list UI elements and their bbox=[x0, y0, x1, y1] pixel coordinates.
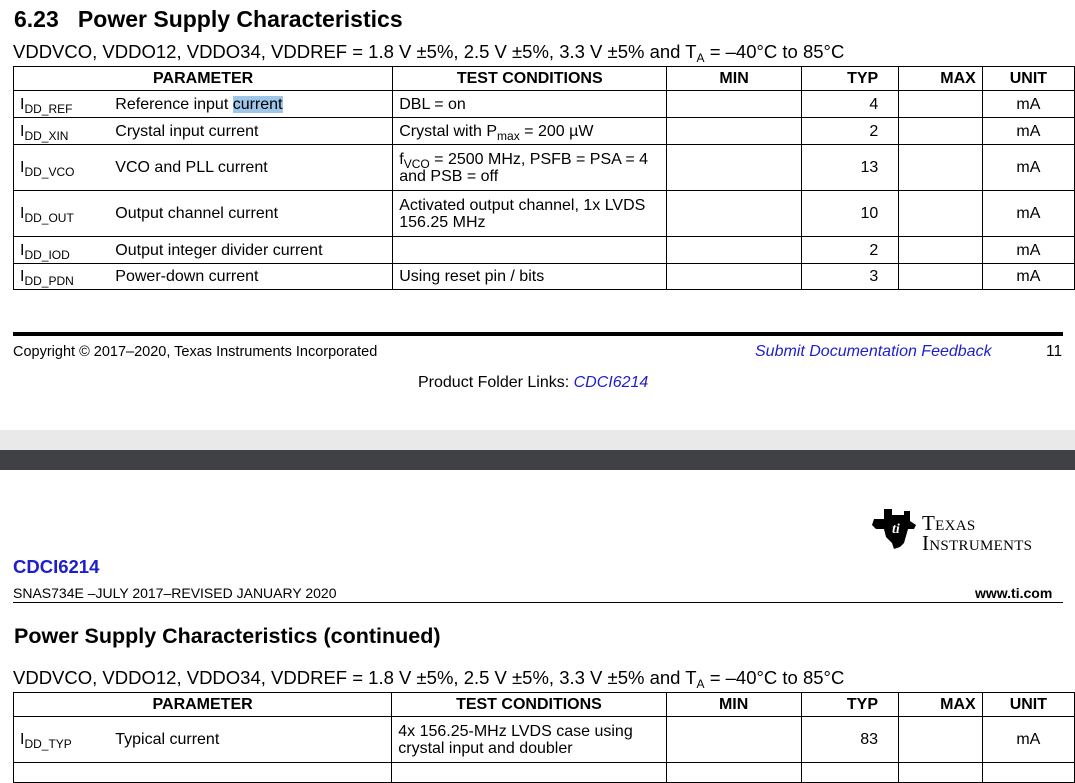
param-name: Output channel current bbox=[113, 191, 392, 237]
header-unit: UNIT bbox=[982, 67, 1074, 91]
unit-value: mA bbox=[982, 717, 1074, 763]
ti-logo-icon bbox=[870, 507, 918, 551]
unit-value: mA bbox=[982, 191, 1074, 237]
page-number: 11 bbox=[1046, 343, 1063, 360]
part-number[interactable]: CDCI6214 bbox=[13, 556, 100, 577]
power-supply-table-continued bbox=[13, 692, 1075, 783]
header-parameter: PARAMETER bbox=[14, 693, 392, 717]
typ-value: 3 bbox=[801, 264, 898, 290]
header-test-conditions: TEST CONDITIONS bbox=[393, 67, 667, 91]
header-parameter: PARAMETER bbox=[14, 67, 393, 91]
typ-value: 2 bbox=[801, 237, 898, 264]
header-typ: TYP bbox=[801, 693, 898, 717]
table-row bbox=[14, 264, 1075, 290]
ti-logo bbox=[870, 507, 1065, 555]
ti-logo-text-line1: Texas bbox=[922, 511, 976, 535]
page-gap-shadow bbox=[0, 430, 1075, 450]
header-test-conditions: TEST CONDITIONS bbox=[392, 693, 666, 717]
test-condition: Crystal with $P_{max} = 200$ µW bbox=[393, 118, 667, 145]
table-row bbox=[14, 763, 1075, 783]
table-header-row bbox=[14, 67, 1075, 91]
unit-value: mA bbox=[982, 118, 1074, 145]
test-condition: Using reset pin / bits bbox=[393, 264, 667, 290]
typ-value: 4 bbox=[801, 91, 898, 118]
typ-value: 10 bbox=[801, 191, 898, 237]
submit-feedback-link[interactable]: Submit Documentation Feedback bbox=[755, 343, 992, 360]
section-title: 6.23 Power Supply Characteristics bbox=[14, 6, 403, 32]
header-min: MIN bbox=[667, 67, 802, 91]
product-folder-link[interactable]: CDCI6214 bbox=[573, 374, 649, 391]
typ-value: 83 bbox=[801, 717, 898, 763]
copyright-text: Copyright © 2017–2020, Texas Instruments Incorporated bbox=[13, 344, 378, 360]
param-symbol: $I_{DD\_VCO}$ bbox=[14, 145, 114, 191]
page-gap bbox=[0, 450, 1075, 470]
section-title-continued: Power Supply Characteristics (continued) bbox=[14, 624, 441, 648]
unit-value: mA bbox=[982, 264, 1074, 290]
unit-value: mA bbox=[982, 145, 1074, 191]
table-row bbox=[14, 237, 1075, 264]
selected-text-highlight[interactable]: current bbox=[232, 95, 283, 113]
header-unit: UNIT bbox=[982, 693, 1074, 717]
param-name: Crystal input current bbox=[113, 118, 392, 145]
table-row bbox=[14, 717, 1075, 763]
test-condition: DBL = on bbox=[393, 91, 667, 118]
param-name: VCO and PLL current bbox=[113, 145, 392, 191]
table-row bbox=[14, 145, 1075, 191]
svg-text:ti: ti bbox=[892, 522, 900, 537]
doc-id: SNAS734E –JULY 2017–REVISED JANUARY 2020 bbox=[13, 585, 337, 601]
header-min: MIN bbox=[666, 693, 801, 717]
table-header-row bbox=[14, 693, 1075, 717]
product-folder-links: Product Folder Links: CDCI6214 bbox=[418, 374, 649, 391]
test-condition: $f_{VCO} = 2500$ MHz, PSFB = PSA = 4 and PSB = off bbox=[393, 145, 667, 191]
param-symbol: $I_{DD\_TYP}$ bbox=[14, 717, 114, 763]
param-name: Power-down current bbox=[113, 264, 392, 290]
param-symbol: $I_{DD\_IOD}$ bbox=[14, 237, 114, 264]
param-name: Output integer divider current bbox=[113, 237, 392, 264]
param-symbol: $I_{DD\_XIN}$ bbox=[14, 118, 114, 145]
param-symbol: $I_{DD\_REF}$ bbox=[14, 91, 114, 118]
typ-value: 13 bbox=[801, 145, 898, 191]
table-row bbox=[14, 191, 1075, 237]
ti-logo-text-line2: Instruments bbox=[922, 531, 1033, 555]
unit-value: mA bbox=[982, 237, 1074, 264]
typ-value: 2 bbox=[801, 118, 898, 145]
website-link[interactable]: www.ti.com bbox=[975, 585, 1053, 601]
param-symbol: $I_{DD\_OUT}$ bbox=[14, 191, 114, 237]
conditions-line: VDDVCO, VDDO12, VDDO34, VDDREF = 1.8 V ±5%, 2.5 V ±5%, 3.3 V ±5% and $T_A = -40^\circ C$ to 85°C bbox=[13, 41, 845, 65]
header-max: MAX bbox=[899, 693, 983, 717]
test-condition bbox=[393, 237, 667, 264]
test-condition: 4x 156.25-MHz LVDS case using crystal input and doubler bbox=[392, 717, 666, 763]
param-name: Reference input current bbox=[113, 91, 392, 118]
power-supply-table bbox=[13, 66, 1075, 290]
footer-rule bbox=[13, 332, 1063, 336]
table-row bbox=[14, 91, 1075, 118]
test-condition: Activated output channel, 1x LVDS 156.25 MHz bbox=[393, 191, 667, 237]
conditions-line-continued: VDDVCO, VDDO12, VDDO34, VDDREF = 1.8 V ±5%, 2.5 V ±5%, 3.3 V ±5% and $T_A = -40^\circ C$ to 85°C bbox=[13, 667, 845, 691]
header-typ: TYP bbox=[801, 67, 898, 91]
table-row bbox=[14, 118, 1075, 145]
param-symbol: $I_{DD\_PDN}$ bbox=[14, 264, 114, 290]
header-max: MAX bbox=[899, 67, 983, 91]
unit-value: mA bbox=[982, 91, 1074, 118]
param-name: Typical current bbox=[113, 717, 392, 763]
header-rule bbox=[13, 602, 1063, 603]
